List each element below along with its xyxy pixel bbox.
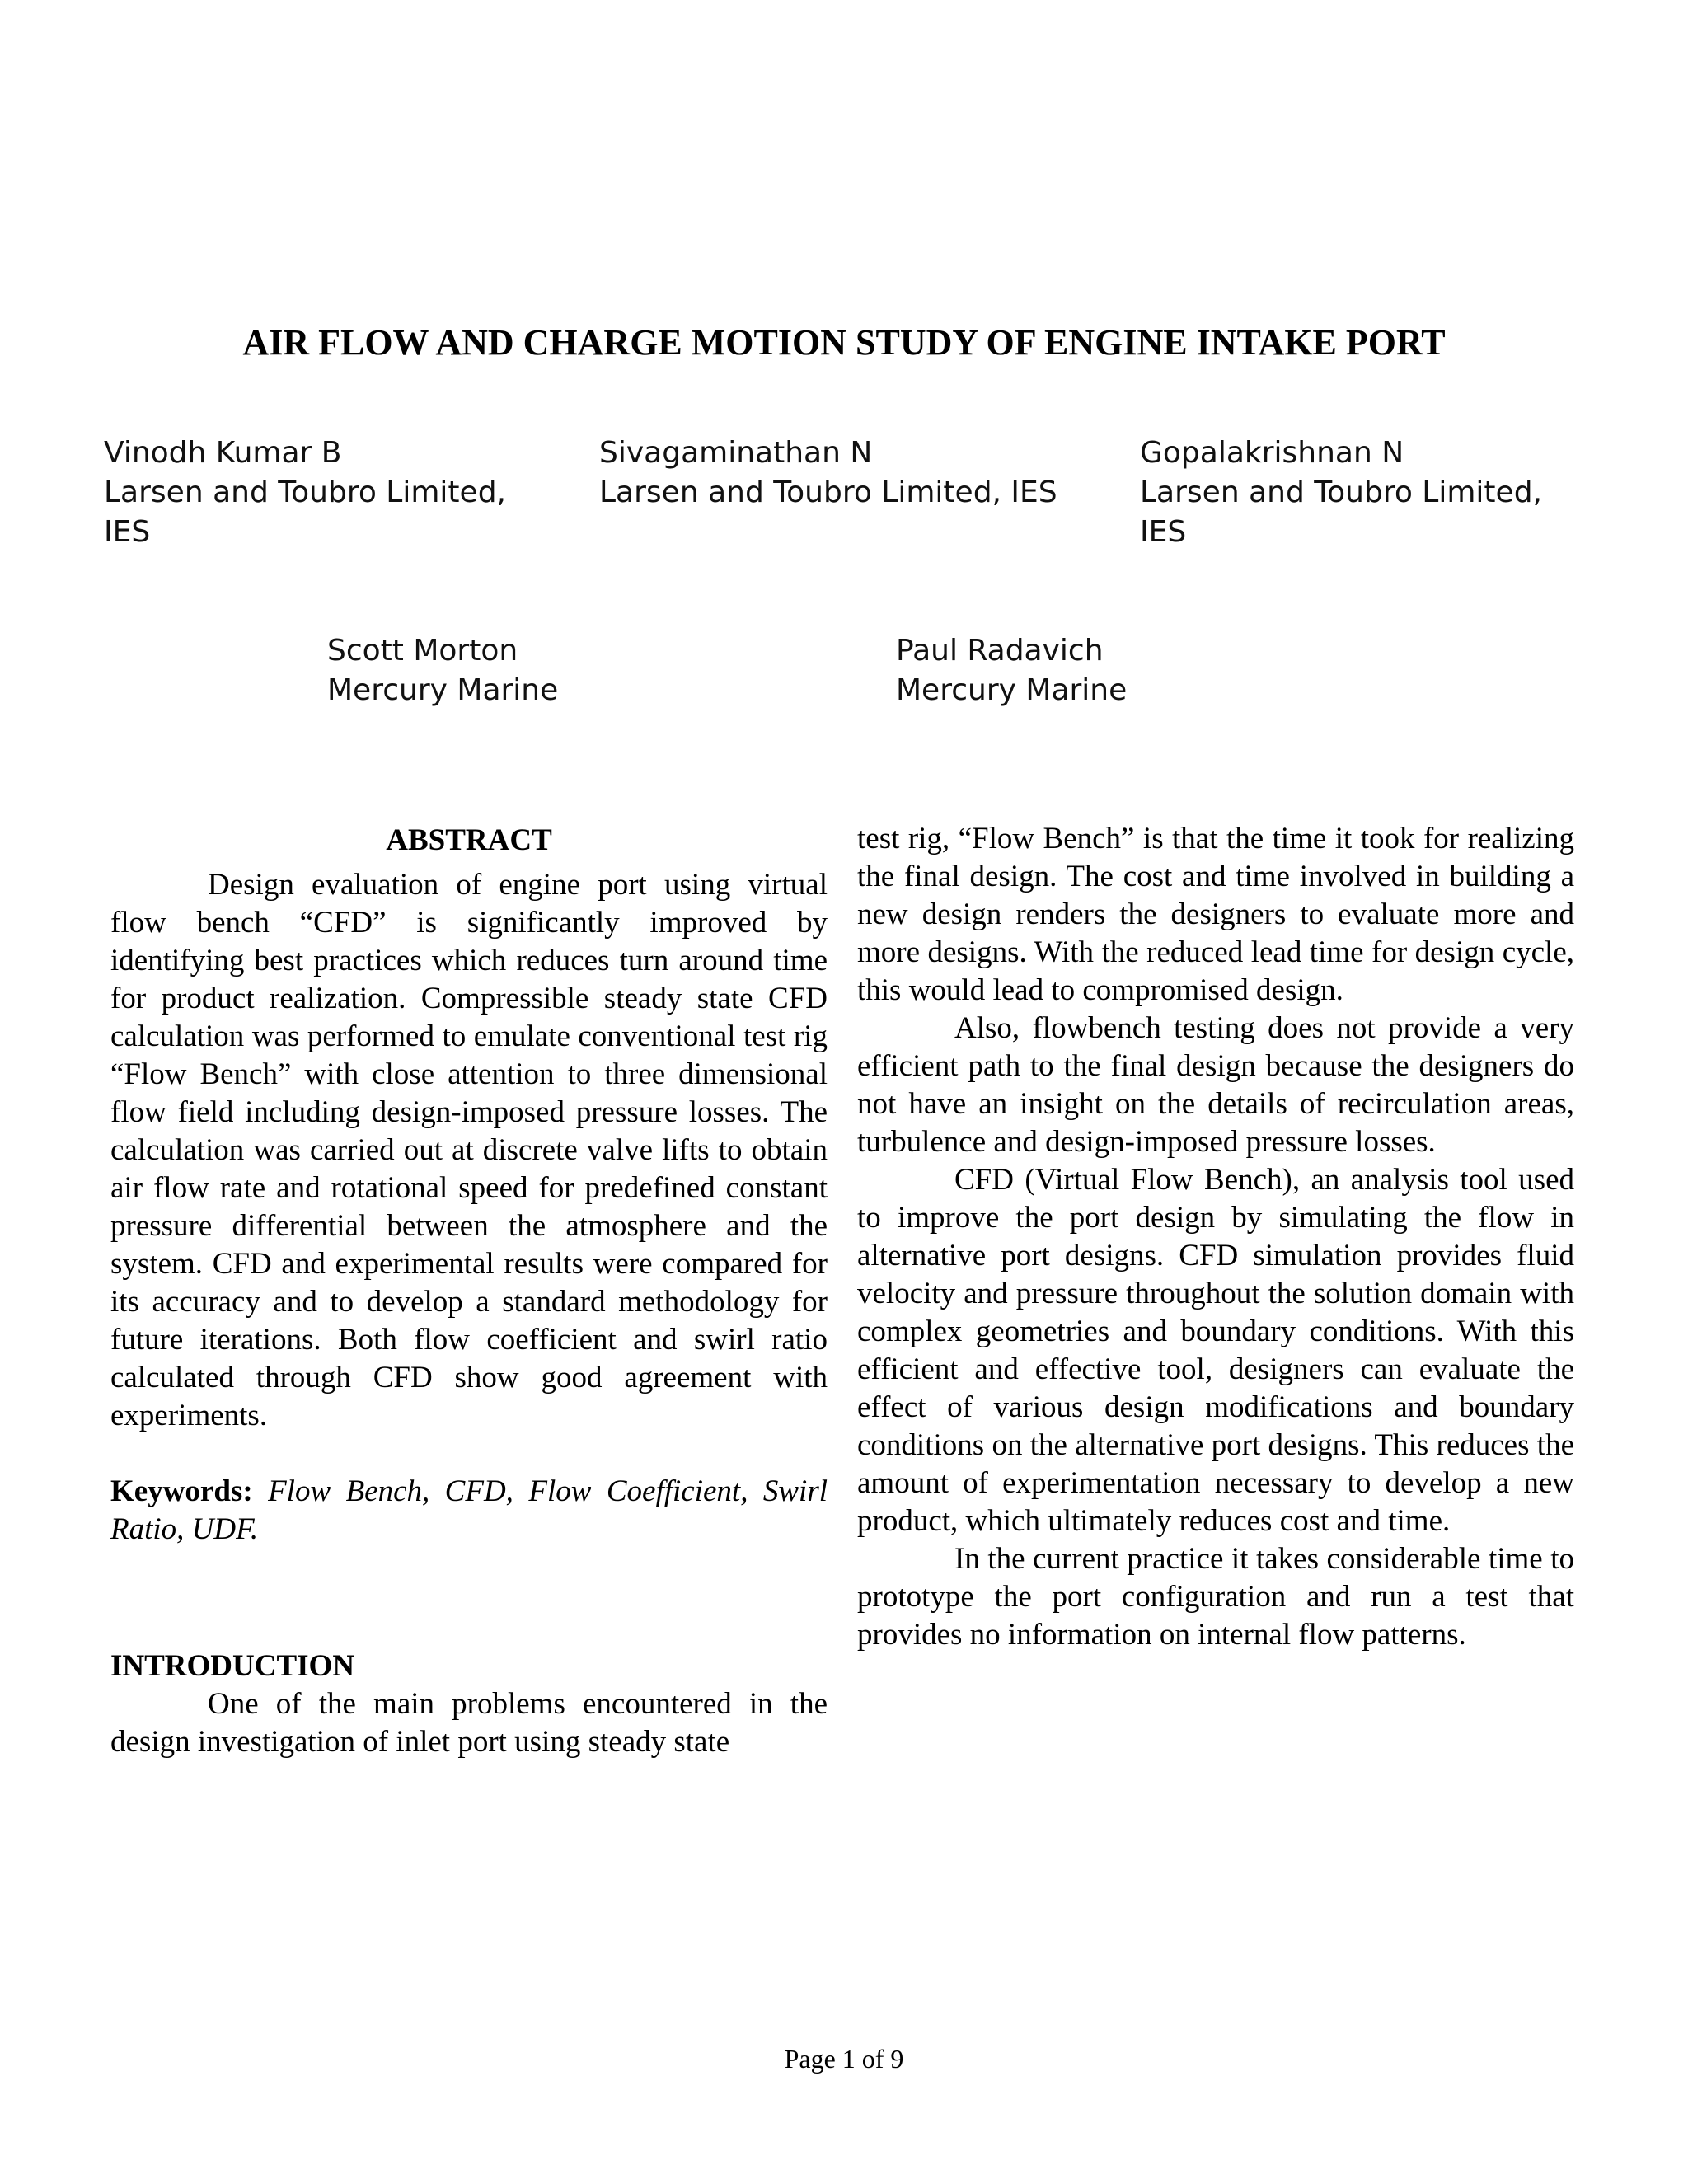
abstract-heading: ABSTRACT xyxy=(386,823,552,857)
abstract-text: Design evaluation of engine port using virtual flow bench “CFD” is significantly improved by identifying best practices which reduces turn around time for product realization. Compressible steady state CFD calculation was performed to emulate conventional test rig “Flow Bench” with close attention to three dimensional flow field including design-imposed pressure losses. The calculation was carried out at discrete valve lifts to obtain air flow rate and rotational speed for predefined constant pressure differential between the atmosphere and the system. CFD and experimental results were compared for its accuracy and to develop a standard methodology for future iterations. Both flow coefficient and swirl ratio calculated through CFD show good agreement with experiments. xyxy=(110,868,828,1432)
author-name: Gopalakrishnan N xyxy=(1140,436,1404,470)
author-affiliation: IES xyxy=(104,515,151,549)
left-column xyxy=(110,820,828,1761)
author-affiliation: Larsen and Toubro Limited, xyxy=(104,476,506,509)
author-block-1 xyxy=(104,434,532,552)
author-name: Scott Morton xyxy=(327,634,518,668)
introduction-paragraph: CFD (Virtual Flow Bench), an analysis tool used to improve the port design by simulating the flow in alternative port designs. CFD simulation provides fluid velocity and pressure throughout the solution domain with complex geometries and boundary conditions. With this efficient and effective tool, designers can evaluate the effect of various design modifications and boundary conditions on the alternative port designs. This reduces the amount of experimentation necessary to develop a new product, which ultimately reduces cost and time. xyxy=(857,1163,1574,1538)
author-name: Sivagaminathan N xyxy=(599,436,873,470)
author-affiliation: Mercury Marine xyxy=(327,673,559,707)
introduction-paragraph: Also, flowbench testing does not provide a very efficient path to the final design because the designers do not have an insight on the details of recirculation areas, turbulence and design-imposed pressure losses. xyxy=(857,1011,1574,1159)
introduction-section xyxy=(110,1647,828,1761)
keywords-text: Flow Bench, CFD, Flow Coefficient, Swirl Ratio, UDF. xyxy=(110,1474,828,1546)
introduction-paragraph-continued: test rig, “Flow Bench” is that the time it took for realizing the final design. The cost and time involved in building a new design renders the designers to evaluate more and more designs. With the reduced lead time for design cycle, this would lead to compromised design. xyxy=(857,822,1574,1007)
author-block-2 xyxy=(599,434,1110,513)
author-affiliation: IES xyxy=(1140,515,1187,549)
author-affiliation: Larsen and Toubro Limited, xyxy=(1140,476,1542,509)
author-affiliation: Larsen and Toubro Limited, IES xyxy=(599,476,1057,509)
introduction-paragraph: In the current practice it takes considerable time to prototype the port configuration and run a test that provides no information on internal flow patterns. xyxy=(857,1542,1574,1652)
introduction-heading: INTRODUCTION xyxy=(110,1649,355,1683)
author-block-3 xyxy=(1140,434,1601,552)
right-column xyxy=(857,820,1574,1654)
introduction-paragraph: One of the main problems encountered in the design investigation of inlet port using steady state xyxy=(110,1687,828,1759)
author-name: Vinodh Kumar B xyxy=(104,436,342,470)
keywords xyxy=(110,1473,828,1549)
page-number: Page 1 of 9 xyxy=(784,2044,904,2074)
paper-title: AIR FLOW AND CHARGE MOTION STUDY OF ENGINE INTAKE PORT xyxy=(242,322,1446,363)
keywords-label: Keywords: xyxy=(110,1474,253,1508)
author-block-5 xyxy=(896,631,1292,710)
author-name: Paul Radavich xyxy=(896,634,1104,668)
author-block-4 xyxy=(327,631,723,710)
author-affiliation: Mercury Marine xyxy=(896,673,1128,707)
